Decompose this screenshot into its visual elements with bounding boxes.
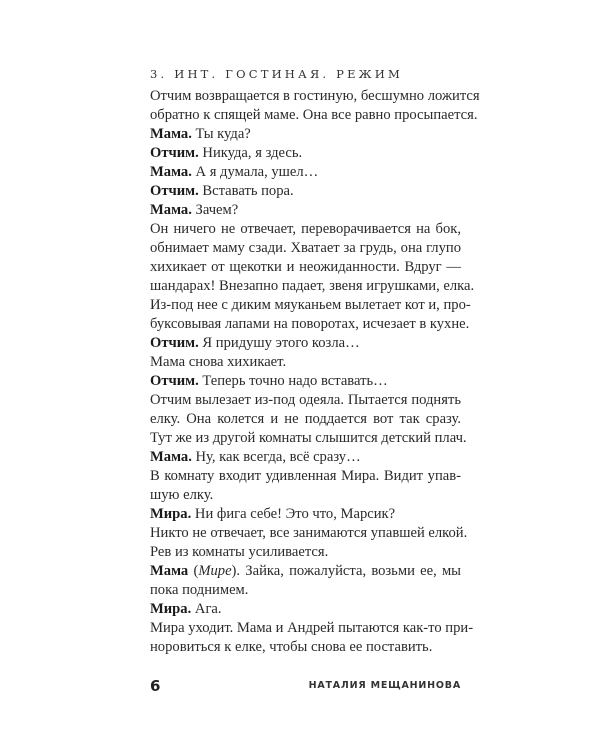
speaker-name: Мама. <box>150 164 192 180</box>
line-text: Теперь точно надо вставать… <box>198 373 388 389</box>
text-line <box>150 87 480 106</box>
speaker-name: Отчим. <box>150 373 199 389</box>
line-text: Из-под нее с диким мяуканьем вылетает кот и, про- <box>150 297 471 313</box>
text-line <box>150 486 461 505</box>
text-line <box>150 277 475 296</box>
text-line <box>150 125 461 144</box>
text-line <box>150 543 461 562</box>
text-line <box>150 505 461 524</box>
text-line <box>150 448 461 467</box>
line-text: Никуда, я здесь. <box>198 145 303 161</box>
text-line <box>150 562 461 581</box>
line-text: Ни фига себе! Это что, Марсик? <box>191 506 396 522</box>
text-line <box>150 619 474 638</box>
line-text: ( <box>188 563 199 579</box>
page-number: 6 <box>150 677 161 695</box>
speaker-name: Мира. <box>150 506 192 522</box>
line-text: елку. Она колется и не поддается вот так сразу. <box>150 411 461 427</box>
line-text: Мира уходит. Мама и Андрей пытаются как-то при- <box>150 620 474 636</box>
line-text: Никто не отвечает, все занимаются упавшей елкой. <box>150 525 468 541</box>
speaker-name: Мама. <box>150 126 192 142</box>
line-text: шую елку. <box>150 487 214 503</box>
text-line <box>150 353 461 372</box>
speaker-name: Мама. <box>150 202 192 218</box>
line-text: Рев из комнаты усиливается. <box>150 544 329 560</box>
line-text: обнимает маму сзади. Хватает за грудь, она глупо <box>150 240 461 256</box>
text-line <box>150 258 461 277</box>
speaker-name: Отчим. <box>150 145 199 161</box>
text-line <box>150 182 461 201</box>
speaker-name: Мама. <box>150 449 192 465</box>
speaker-name: Отчим. <box>150 335 199 351</box>
line-text: Ты куда? <box>191 126 251 142</box>
text-line <box>150 201 461 220</box>
speaker-name: Отчим. <box>150 183 199 199</box>
line-text: Зачем? <box>191 202 239 218</box>
stage-direction: Мире <box>198 563 232 579</box>
text-line <box>150 467 461 486</box>
text-line <box>150 296 471 315</box>
speaker-name: Мама <box>150 563 189 579</box>
line-text: Ага. <box>191 601 222 617</box>
text-line <box>150 391 461 410</box>
text-line <box>150 372 461 391</box>
page-footer <box>150 677 461 697</box>
line-text: буксовывая лапами на поворотах, исчезает в кухне. <box>150 316 470 332</box>
text-line <box>150 106 478 125</box>
line-text: пока поднимем. <box>150 582 249 598</box>
page-body <box>150 87 480 657</box>
text-line <box>150 600 461 619</box>
text-line <box>150 524 468 543</box>
text-line <box>150 638 461 657</box>
text-line <box>150 144 461 163</box>
scene-heading: 3. ИНТ. ГОСТИНАЯ. РЕЖИМ <box>150 67 404 81</box>
text-line <box>150 220 461 239</box>
text-line <box>150 429 467 448</box>
line-text: Он ничего не отвечает, переворачивается на бок, <box>150 221 461 237</box>
text-line <box>150 581 461 600</box>
text-line <box>150 315 470 334</box>
line-text: А я думала, ушел… <box>191 164 319 180</box>
line-text: шандарах! Внезапно падает, звеня игрушками, елка. <box>150 278 475 294</box>
line-text: Отчим вылезает из-под одеяла. Пытается поднять <box>150 392 461 408</box>
line-text: В комнату входит удивленная Мира. Видит упав- <box>150 468 461 484</box>
text-line <box>150 239 461 258</box>
line-text: Вставать пора. <box>198 183 294 199</box>
text-line <box>150 163 461 182</box>
line-text: Тут же из другой комнаты слышится детский плач. <box>150 430 467 446</box>
line-text: ). Зайка, пожалуйста, возьми ее, мы <box>231 563 461 579</box>
speaker-name: Мира. <box>150 601 192 617</box>
line-text: хихикает от щекотки и неожиданности. Вдруг — <box>150 259 461 275</box>
running-footer-author: НАТАЛИЯ МЕЩАНИНОВА <box>308 680 461 691</box>
line-text: Мама снова хихикает. <box>150 354 287 370</box>
line-text: Ну, как всегда, всё сразу… <box>191 449 361 465</box>
line-text: обратно к спящей маме. Она все равно просыпается. <box>150 107 478 123</box>
text-line <box>150 410 461 429</box>
text-line <box>150 334 461 353</box>
line-text: Отчим возвращается в гостиную, бесшумно ложится <box>150 88 480 104</box>
line-text: норовиться к елке, чтобы снова ее поставить. <box>150 639 433 655</box>
line-text: Я придушу этого козла… <box>198 335 360 351</box>
